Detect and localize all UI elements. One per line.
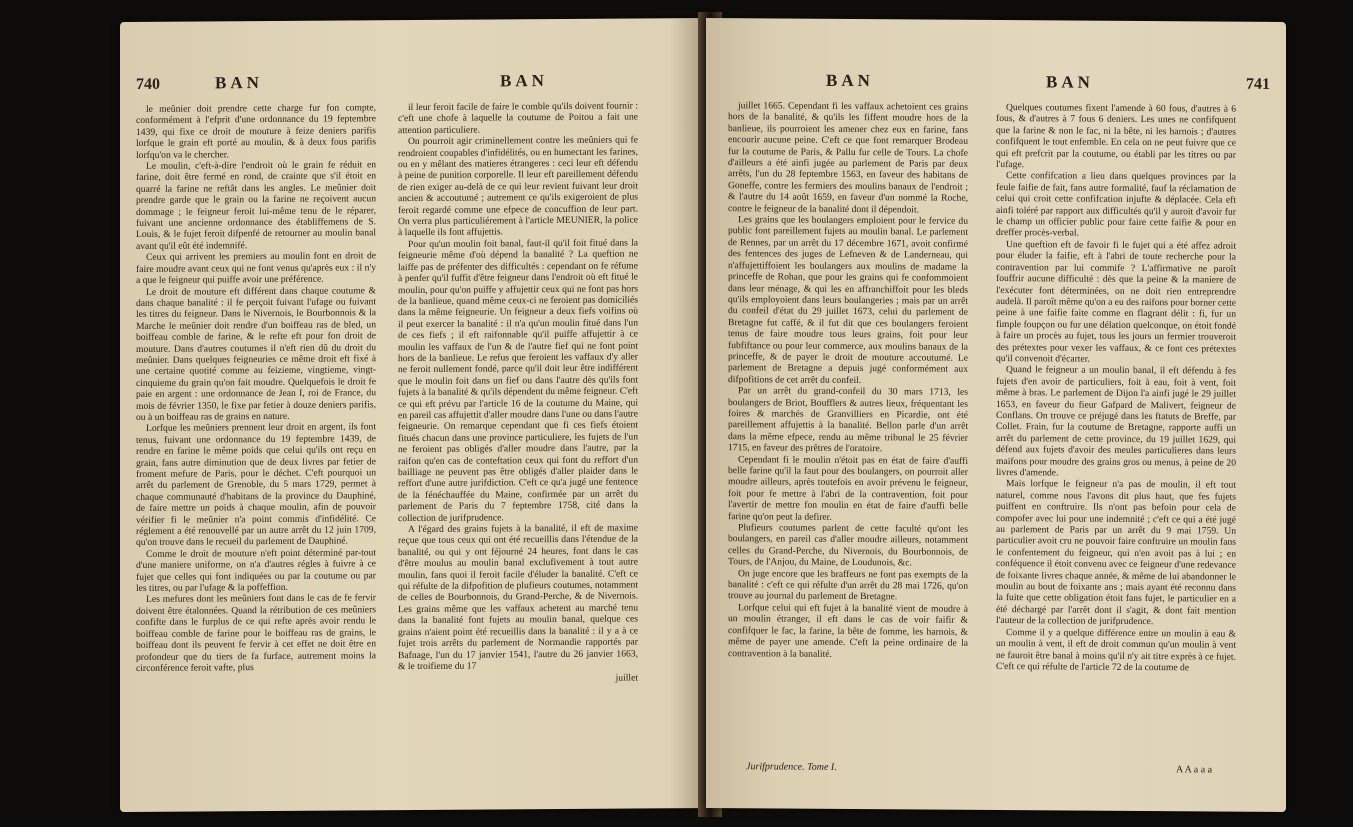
paragraph: Plufieurs coutumes parlent de cette faculté qu'ont les boulangers, en pareil cas d'aller moudre ailleurs, notamment celles du Grand-Perche, du Nivernois, du Bourbonnois, de Tours, de l'Anjou, du Maine, de Loudunois, &c. <box>728 522 968 569</box>
running-head: BAN <box>1046 72 1094 92</box>
text-column-2 <box>398 100 638 782</box>
paragraph: Le droit de mouture eft différent dans chaque coutume & dans chaque banalité : il fe perçoit fuivant l'ufage ou fuivant les titres du feigneur. Dans le Nivernois, le Bourbonnois & la Marche le meûnier doit rendre d'un boiffeau ras de bled, un boiffeau comble de farine, & le refte eft pour fon droit de mouture. Dans d'autres coutumes il n'eft rien dû du droit du meûnier. Dans quelques feigneuries ce même droit eft fixé à une certaine quotité comme au feizieme, vingtieme, vingt-cinquieme du grain qu'on fait moudre. Quelquefois le droit fe paie en argent : une ordonnance de Jean I, roi de France, du mois de février 1350, le fixe par fetier à douze deniers parifis, ou à un boiffeau ras de grains en nature. <box>136 284 376 423</box>
text-column-2 <box>996 102 1236 784</box>
paragraph: Lorfque les meûniers prennent leur droit en argent, ils font tenus, fuivant une ordonnance du 19 feptembre 1439, de rendre en farine le même poids que celui qu'ils ont reçu en grain, fans autre diminution que de deux livres par fetier de froment mefure de Paris, pour le déchet. C'eft pourquoi un arrêt du parlement de Grenoble, du 5 mars 1729, permet à chaque communauté d'habitans de la province du Dauphiné, de faire mettre un poids à chaque moulin, afin de pouvoir vérifier fi le meûnier n'a point commis d'infidélité. Ce réglement a été renouvellé par un autre arrêt du 12 juin 1709, qu'on trouve dans le recueil du parlement de Dauphiné. <box>136 421 376 549</box>
paragraph: Mais lorfque le feigneur n'a pas de moulin, il eft tout naturel, comme nous l'avons dit plus haut, que fes fujets puiffent en conftruire. Ils n'ont pas befoin pour cela de compofer avec lui pour une indemnité ; c'eft ce qui a été jugé au parlement de Paris par un arrêt du 9 mai 1759. Un particulier avoit cru ne pouvoir faire conftruire un moulin fans le confentement du feigneur, qui n'en avoit pas à lui ; en conféquence il étoit convenu avec ce feigneur d'une redevance de foixante livres chaque année, & même de lui abandonner le moulin au bout de foixante ans ; mais ayant été reconnu dans la fuite que cette obligation étoit fans fujet, le particulier en a été déchargé par l'arrêt dont il s'agit, & dont fait mention l'auteur de la collection de jurifprudence. <box>996 478 1236 628</box>
text-column-1 <box>136 102 376 784</box>
paragraph: Quand le feigneur a un moulin banal, il eft défendu à fes fujets d'en avoir de particuliers, foit à eau, foit à vent, foit même à bras. Le parlement de Dijon l'a ainfi jugé le 29 juillet 1653, en faveur du fieur Gafpard de Malivert, feigneur de Conflans. On trouve ce préjugé dans les ftatuts de Breffe, par Collet. Frain, fur la coutume de Bretagne, rapporte auffi un arrêt du parlement de cette province, du 19 juillet 1629, qui défend aux fujets d'avoir des meules particulieres dans leurs maifons pour moudre des grains gros ou menus, à peine de 20 livres d'amende. <box>996 364 1236 479</box>
page-number: 740 <box>136 75 160 93</box>
catchword: juillet <box>615 672 638 684</box>
paragraph: Comme il y a quelque différence entre un moulin à eau & un moulin à vent, il eft de droit commun qu'un moulin à vent ne fauroit être banal à moins qu'il n'y ait titre exprès à ce fujet. C'eft ce qui réfulte de l'article 72 de la coutume de <box>996 626 1236 674</box>
paragraph: le meûnier doit prendre cette charge fur fon compte, conformément à l'efprit d'une ordonnance du 19 feptembre 1439, qui fixe ce droit de mouture à feize deniers parifis lorfque le grain eft porté au moulin, & à deux fous parifis lorfqu'on va le chercher. <box>136 102 376 161</box>
paragraph: Lorfque celui qui eft fujet à la banalité vient de moudre à un moulin étranger, il eft dans le cas de voir faifir & confifquer le fac, la farine, la bête de fomme, les harnois, & même de payer une amende. C'eft la peine ordinaire de la contravention à la banalité. <box>728 602 968 660</box>
paragraph: Ceux qui arrivent les premiers au moulin font en droit de faire moudre avant ceux qui ne font venus qu'après eux : il n'y a que le feigneur qui puiffe avoir une préférence. <box>136 250 376 287</box>
paragraph: Les mefures dont les meûniers font dans le cas de fe fervir doivent être étalonnées. Quand la rétribution de ces meûniers confifte dans le furplus de ce qui refte après avoir rendu le boiffeau comble de farine pour le boiffeau ras de grains, le boiffeau dont ils peuvent fe fervir à cet effet ne doit être en profondeur que du tiers de fa furface, autrement moins la circonférence feroit vafte, plus <box>136 592 376 674</box>
paragraph: juillet 1665. Cependant fi les vaffaux achetoient ces grains hors de la banalité, & qu'ils les fiffent moudre hors de la banlieue, ils pourroient les amener chez eux en farine, fans encourir aucune peine. C'eft ce que font remarquer Brodeau fur la coutume de Paris, & Pallu fur celle de Tours. La chofe d'ailleurs a été ainfi jugée au parlement de Paris par deux arrêts, l'un du 28 feptembre 1563, en faveur des habitans de Goneffe, contre les fermiers des moulins banaux de l'endroit ; & l'autre du 14 août 1659, en faveur d'un nommé la Roche, contre le feigneur de la banalité dont il dépendoit. <box>728 100 968 216</box>
paragraph: Quelques coutumes fixent l'amende à 60 fous, d'autres à 6 fous, & d'autres à 7 fous 6 deniers. Les unes ne confifquent que la farine & non le fac, ni la bête, ni les harnois ; d'autres confifquent le tout enfemble. En cela on ne peut fuivre que ce qui eft prefcrit par la coutume, ou établi par les titres ou par l'ufage. <box>996 102 1236 171</box>
paragraph: A l'égard des grains fujets à la banalité, il eft de maxime reçue que tous ceux qui ont été recueillis dans l'étendue de la banalité, ou qui y ont féjourné 24 heures, font dans le cas d'être moulus au moulin banal exclufivement à tout autre moulin, fans quoi il feroit facile d'éluder la banalité. C'eft ce qui réfulte de la difpofition de plufieurs coutumes, notamment de celles de Bourbonnois, du Grand-Perche, & de Nivernois. Les grains même que les vaffaux achetent au marché tenu dans la banalité font fujets au moulin banal, quelque ces grains n'aient point été recueillis dans la banalité : il y a à ce fujet trois arrêts du parlement de Normandie rapportés par Bafnage, l'un du 17 janvier 1541, l'autre du 26 janvier 1663, & le troifieme du 17 <box>398 522 638 673</box>
paragraph: Pour qu'un moulin foit banal, faut-il qu'il foit fitué dans la feigneurie même d'où dépend la banalité ? La queftion ne laiffe pas de préfenter des difficultés : cependant on fe réfume à penfer qu'il fuffit d'être feigneur dans l'endroit où eft fitué le moulin, pour qu'on puiffe y affujettir ceux qui ne font pas hors de la banlieue, quand même ceux-ci ne feroient pas domiciliés dans la même feigneurie. Un feigneur a deux fiefs voifins où il peut exercer la banalité : il n'a qu'un moulin fitué dans l'un de ces fiefs ; il eft raifonnable qu'il puiffe affujettir à ce moulin les vaffaux de l'un & de l'autre fief qui ne font point hors de la banlieue. Le refus que feroient les vaffaux d'y aller ne feroit nullement fondé, parce qu'il doit leur être indifférent que le moulin foit dans un fief ou dans l'autre dès qu'ils font fujets à la banalité & qu'ils dépendent du même feigneur. C'eft ce qui eft prévu par l'article 16 de la coutume du Maine, qui en pareil cas affujettit d'aller moudre dans l'une ou dans l'autre feigneurie. On remarque cependant que fi ces fiefs étoient fitués chacun dans une province particuliere, les fujets de l'un ne feroient pas obligés d'aller moudre dans l'autre, par la raifon qu'en cas de conteftation ceux qui font du reffort d'un bailliage ne peuvent pas être obligés d'aller plaider dans le reffort d'une autre jurifdiction. C'eft ce qu'a jugé une fentence de la fénéchauffée du Maine, confirmée par un arrêt du parlement de Paris du 7 feptembre 1758, cité dans la collection de jurifprudence. <box>398 237 638 524</box>
page-footer: Jurifprudence. Tome I. <box>746 761 837 773</box>
right-page <box>706 18 1286 812</box>
paragraph: On juge encore que les braffeurs ne font pas exempts de la banalité : c'eft ce qui réfulte d'un arrêt du 28 mai 1726, qu'on trouve au journal du parlement de Bretagne. <box>728 567 968 603</box>
paragraph: il leur feroit facile de faire le comble qu'ils doivent fournir : c'eft une chofe à laquelle la coutume de Poitou a fait une attention particuliere. <box>398 100 638 136</box>
paragraph: Cependant fi le moulin n'étoit pas en état de faire d'auffi belle farine qu'il la faut pour des boulangers, on pourroit aller moudre ailleurs, après toutefois en avoir prévenu le feigneur, foit pour fe mettre à l'abri de la contravention, foit pour l'avertir de mettre fon moulin en état de faire d'auffi belle farine qu'on peut la defirer. <box>728 453 968 523</box>
left-page <box>120 18 710 812</box>
paragraph: Comme le droit de mouture n'eft point déterminé par-tout d'une maniere uniforme, on n'a d'autres régles à fuivre à ce fujet que celles qui font indiquées ou par la coutume ou par les titres, ou par l'ufage & la poffeffion. <box>136 547 376 595</box>
paragraph: Le moulin, c'eft-à-dire l'endroit où le grain fe réduit en farine, doit être fermé en rond, de crainte que s'il étoit en quarré la farine ne reftât dans les angles. Le meûnier doit prendre garde que le grain ou la farine ne reçoivent aucun dommage ; le feigneur feroit lui-même tenu de le réparer, fuivant une ancienne ordonnance des établiffemens de S. Louis, & le fujet feroit difpenfé de retourner au moulin banal avant qu'il eût été indemnifé. <box>136 159 376 252</box>
paragraph: On pourroit agir criminellement contre les meûniers qui fe rendroient coupables d'infidélités, ou en humectant les farines, ou en y mêlant des matieres étrangeres : ceci leur eft défendu à peine de punition corporelle. Il leur eft pareillement défendu de rien exiger au-delà de ce qui leur revient fuivant leur droit ancien & accoutumé ; autrement ce qu'ils exigeroient de plus feroit regardé comme une efpece de concuffion de leur part. On verra plus particuliérement à l'article MEUNIER, la police à laquelle ils font affujettis. <box>398 134 638 239</box>
book-spread <box>108 12 1308 817</box>
paragraph: Cette confifcation a lieu dans quelques provinces par la feule faifie de fait, fans autre formalité, fauf la réclamation de celui qui croit cette confifcation injufte & déplacée. Cela eft ainfi toléré par rapport aux difficultés qu'il y auroit d'avoir fur le champ un officier public pour faire cette faifie & pour en dreffer procès-verbal. <box>996 170 1236 240</box>
running-head: BAN <box>500 71 548 91</box>
signature-mark: A A a a a <box>1176 764 1213 776</box>
paragraph: Par un arrêt du grand-confeil du 30 mars 1713, les boulangers de Briot, Boufflers & autres lieux, fréquentant les foires & marchés de Granvilliers en Picardie, ont été pareillement affujettis à la banalité. Bellon parle d'un arrêt dans la même efpece, rendu au même tribunal le 25 février 1715, en faveur des prêtres de l'oratoire. <box>728 385 968 455</box>
text-column-1 <box>728 100 968 782</box>
running-head: BAN <box>215 73 263 93</box>
running-head: BAN <box>826 70 874 91</box>
paragraph: Une queftion eft de favoir fi le fujet qui a été affez adroit pour éluder la faifie, eft à l'abri de toute recherche pour la contravention par lui commife ? L'affirmative ne paroît fouffrir aucune difficulté : dès que la peine & la maniere de l'exécuter font déterminées, on ne doit rien entreprendre audelà. Il paroît même qu'on a eu des raifons pour borner cette peine à une faifie faite comme en flagrant délit : fi, fur un fimple foupçon ou fur une délation quelconque, on étoit fondé à faire un procès au fujet, tous les jours un fermier trouveroit des prétextes pour vexer les vaffaux, & ce font ces prétextes qu'il convenoit d'écarter. <box>996 238 1236 365</box>
page-number: 741 <box>1246 75 1270 93</box>
paragraph: Les grains que les boulangers emploient pour le fervice du public font pareillement fujets au moulin banal. Le parlement de Rennes, par un arrêt du 17 décembre 1671, avoit confirmé des fentences des juges de Lefneven & de Landerneau, qui n'affujettiffoient les boulangers aux moulins de madame la princeffe de Rohan, que pour les grains qui fe confommoient dans leur ménage, & qui les en affranchiffoit pour les bleds qu'ils employoient dans leurs boulangeries ; mais par un arrêt du confeil d'état du 29 juillet 1673, celui du parlement de Bretagne fut caffé, & il fut dit que ces boulangers feroient tenus de faire moudre tous leurs grains, foit pour leur fubfiftance ou pour leur commerce, aux moulins banaux de la princeffe, & de payer le droit de mouture accoutumé. Le parlement de Bretagne a depuis jugé conformément aux difpofitions de cet arrêt du confeil. <box>728 214 968 386</box>
